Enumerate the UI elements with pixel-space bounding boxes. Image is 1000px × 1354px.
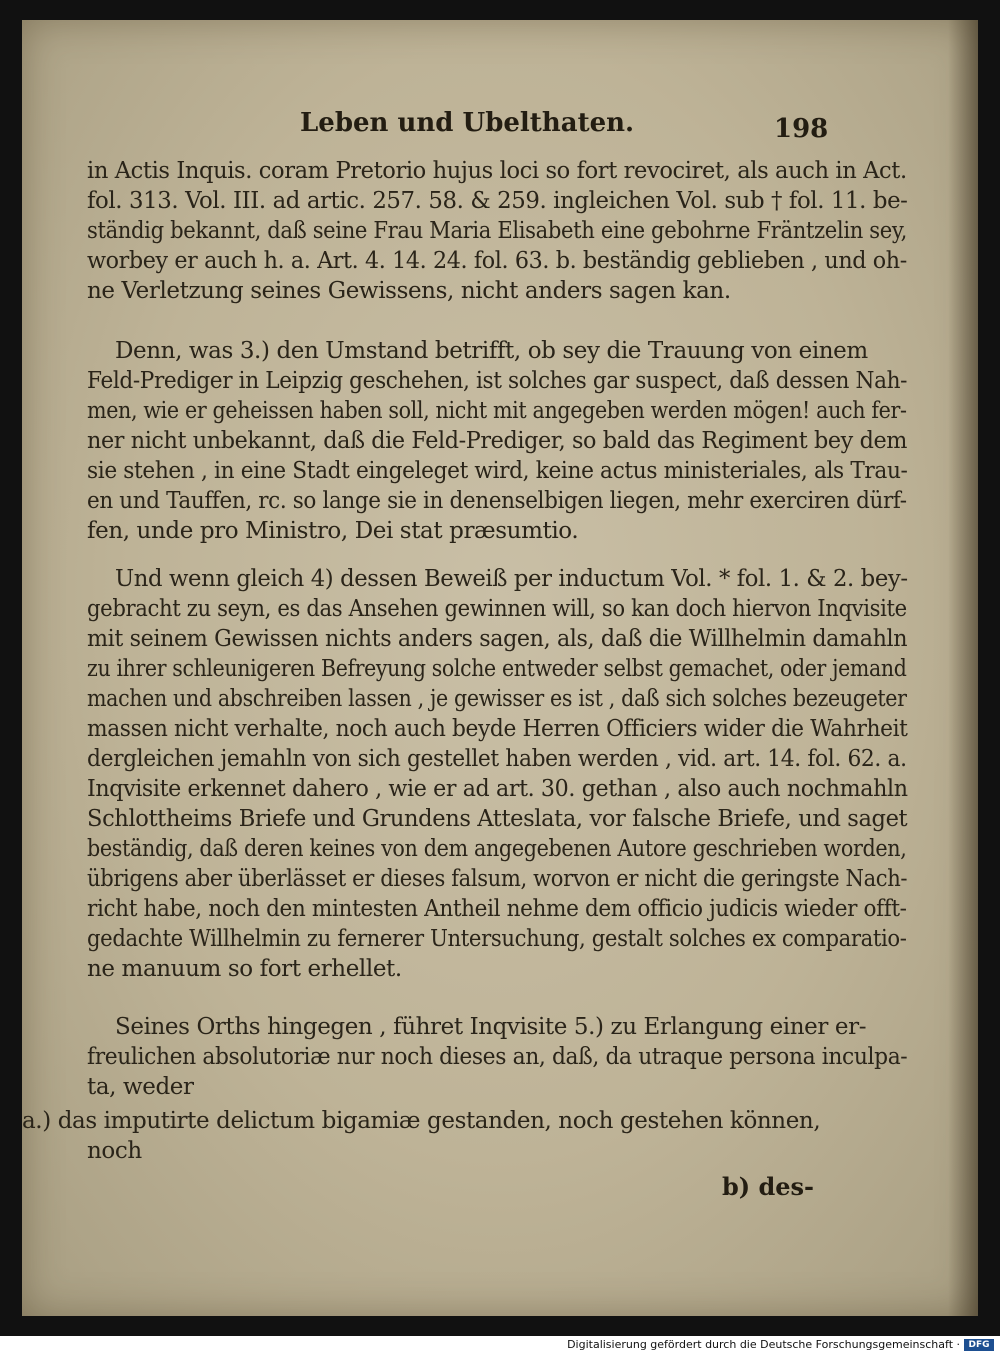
text-line: ne Verletzung seines Gewissens, nicht anders sagen kan. [87,278,731,304]
text-line: worbey er auch h. a. Art. 4. 14. 24. fol. 63. b. beständig geblieben , und oh- [87,248,907,274]
text-line: zu ihrer schleunigeren Befreyung solche entweder selbst gemachet, oder jemand [87,656,907,682]
text-line: noch [87,1138,142,1164]
footer-bar [0,1336,1000,1354]
text-line: fen, unde pro Ministro, Dei stat præsumtio. [87,518,579,544]
text-line: übrigens aber überlässet er dieses falsum, worvon er nicht die geringste Nach- [87,866,908,892]
text-line: gedachte Willhelmin zu fernerer Untersuchung, gestalt solches ex comparatio- [87,926,907,952]
text-line: richt habe, noch den mintesten Antheil nehme dem officio judicis wieder offt- [87,896,907,922]
text-line: in Actis Inquis. coram Pretorio hujus loci so fort revociret, als auch in Act. [87,158,907,184]
text-line: a.) das imputirte delictum bigamiæ gestanden, noch gestehen können, [22,1108,821,1134]
text-line: gebracht zu seyn, es das Ansehen gewinnen will, so kan doch hiervon Inqvisite [87,596,907,622]
text-line: Seines Orths hingegen , führet Inqvisite 5.) zu Erlangung einer er- [115,1014,867,1040]
text-line: mit seinem Gewissen nichts anders sagen, als, daß die Willhelmin damahln [87,626,908,652]
text-line: freulichen absolutoriæ nur noch dieses an, daß, da utraque persona inculpa- [87,1044,908,1070]
funding-credit: Digitalisierung gefördert durch die Deutsche Forschungsgemeinschaft · [567,1338,960,1351]
text-line: ständig bekannt, daß seine Frau Maria Elisabeth eine gebohrne Fräntzelin sey, [87,218,907,244]
text-line: men, wie er geheissen haben soll, nicht mit angegeben werden mögen! auch fer- [87,398,907,424]
text-line: ner nicht unbekannt, daß die Feld-Prediger, so bald das Regiment bey dem [87,428,908,454]
text-line: machen und abschreiben lassen , je gewisser es ist , daß sich solches bezeugeter [87,686,907,712]
text-line: massen nicht verhalte, noch auch beyde Herren Officiers wider die Wahrheit [87,716,908,742]
text-line: beständig, daß deren keines von dem angegebenen Autore geschrieben worden, [87,836,907,862]
text-line: Schlottheims Briefe und Grundens Atteslata, vor falsche Briefe, und saget [87,806,908,832]
text-line: en und Tauffen, rc. so lange sie in denenselbigen liegen, mehr exerciren dürf- [87,488,907,514]
text-line: Denn, was 3.) den Umstand betrifft, ob sey die Trauung von einem [115,338,868,364]
text-line: Inqvisite erkennet dahero , wie er ad art. 30. gethan , also auch nochmahln [87,776,908,802]
text-line: dergleichen jemahln von sich gestellet haben werden , vid. art. 14. fol. 62. a. [87,746,907,772]
text-line: Und wenn gleich 4) dessen Beweiß per inductum Vol. * fol. 1. & 2. bey- [115,566,908,592]
text-line: fol. 313. Vol. III. ad artic. 257. 58. & 259. ingleichen Vol. sub † fol. 11. be- [87,188,908,214]
running-header: Leben und Ubelthaten. [300,108,635,138]
catchword: b) des- [722,1172,815,1201]
text-line: sie stehen , in eine Stadt eingeleget wird, keine actus ministeriales, als Trau- [87,458,908,484]
page-number: 198 [774,114,829,144]
page-gutter-shadow [948,20,978,1316]
text-line: ne manuum so fort erhellet. [87,956,402,982]
text-line: ta, weder [87,1074,194,1100]
text-line: Feld-Prediger in Leipzig geschehen, ist solches gar suspect, daß dessen Nah- [87,368,908,394]
dfg-logo: DFG [964,1339,994,1351]
